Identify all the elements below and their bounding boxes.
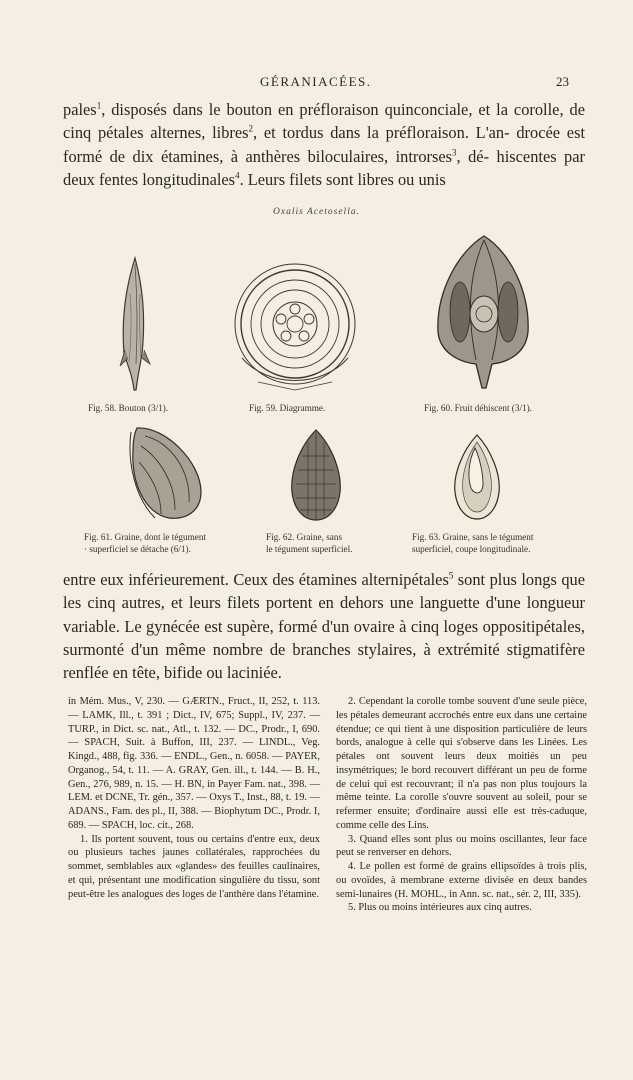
footnote-5: 5. Plus ou moins intérieures aux cinq autres. — [348, 902, 532, 914]
text-segment: , et tordus dans la préfloraison. L'an- — [253, 123, 510, 143]
text-segment: sont plus longs que les cinq autres, et leurs filets portent en dehors une languette d'une longueur variable. Le gynécée est supère, formé d'un ovaire à cinq loges oppositipétales, surmonté d'un même nombre de branches stylaires, à extrémité stigmatifère renflée en tête, bifide ou laciniée. — [63, 570, 585, 683]
caption-line: Fig. 62. Graine, sans — [266, 532, 343, 542]
caption-fig-60: Fig. 60. Fruit déhiscent (3/1). — [424, 403, 532, 413]
footnote-4: 4. Le pollen est formé de grains ellipsoïdes à trois plis, ou ovoïdes, à membrane externe divisée en deux bandes semi-lunaires (H. MOHL., in Ann. sc. nat., sér. 2, III, 335). — [336, 861, 587, 900]
dehiscent-fruit-illustration — [430, 232, 538, 390]
seed-without-tegument-illustration — [288, 426, 344, 522]
text-segment: , dé- — [456, 146, 490, 166]
caption-fig-62 — [266, 531, 352, 555]
footnote-ref: 3 — [452, 147, 457, 158]
footnotes-left-column — [68, 695, 320, 901]
caption-line: le tégument superficiel. — [266, 544, 353, 554]
footnote-1: 1. Ils portent souvent, tous ou certains d'entre eux, deux ou plusieurs taches jaunes collatérales, rapprochées du sommet, semblables aux «glandes» des feuilles caulinaires, et qui, présentant une modification singulière du tissu, sont peut-être les analogues des loges de l'anthère dans l'étamine. — [68, 833, 320, 900]
footnotes-right-column — [336, 695, 587, 915]
footnote-ref: 2 — [248, 123, 254, 134]
seed-with-tegument-illustration — [125, 422, 207, 522]
footnote-3: 3. Quand elles sont plus ou moins oscillantes, leur face peut se renverser en dehors. — [336, 833, 587, 859]
text-segment: , disposés dans le bouton en préfloraison quinconciale, et la corolle, — [101, 100, 564, 119]
footnote-ref: 1 — [96, 100, 102, 111]
caption-line: Fig. 63. Graine, sans le tégument — [412, 532, 534, 542]
running-title: GÉRANIACÉES. — [260, 74, 372, 89]
floral-diagram-illustration — [228, 258, 363, 393]
footnote-ref: 5 — [448, 570, 454, 581]
caption-fig-61 — [84, 531, 206, 555]
seed-longitudinal-section-illustration — [449, 432, 505, 522]
text-segment: . Leurs filets sont libres ou unis — [239, 169, 446, 189]
caption-line: Fig. 61. Graine, dont le tégument — [84, 532, 206, 542]
bibliographic-reference: in Mém. Mus., V, 230. — GÆRTN., Fruct., II, 252, t. 113. — LAMK, Ill., t. 391 ; Dict., IV, 675; Suppl., IV, 237. — TURP., in Dict. sc. nat., Atl., t. 132. — DC., Prodr., I, 690. — SPACH, Suit. à Buffon, III, 237. — LINDL., Veg. Kingd., 488, fig. 336. — ENDL., Gen., n. 6058. — PAYER, Organog., 54, t. 11. — A. GRAY, Gen. ill., t. 144. — B. H., Gen., 276, 989, n. 15. — H. BN, in Payer Fam. nat., 398. — LEM. et DCNE, Tr. gén., 357. — Oxys T., Inst., 88, t. 19. — ADANS., Fam. des pl., II, 388. — Biophytum DC., Prodr. I, 689. — SPACH, loc. cit., 268. — [68, 696, 320, 831]
caption-line: superficiel, coupe longitudinale. — [412, 544, 531, 554]
bud-illustration — [112, 254, 158, 394]
text-segment: drocée est formé de dix étamines, à anthères biloculaires, introrses — [63, 123, 586, 166]
plate-title: Oxalis Acetosella. — [273, 207, 360, 217]
caption-fig-63 — [412, 531, 533, 555]
text-segment: entre eux inférieurement. Ceux des étamines alternipétales — [63, 570, 449, 589]
text-segment: hiscentes par deux fentes longitudinales — [63, 146, 585, 189]
caption-fig-58: Fig. 58. Bouton (3/1). — [88, 403, 169, 413]
body-paragraph-top — [63, 98, 585, 191]
footnote-2: 2. Cependant la corolle tombe souvent d'une seule pièce, les pétales demeurant accrochés entre eux dans une certaine étendue; ce qui tient à une disposition particulière de leurs bords, analogue à celle qui s'observe dans les Linées. Les pétales ont souvent leurs deux moitiés un peu insymétriques; le bord recouvert différant un peu de forme de celui qui est recouvrant; il n'a pas non plus toujours la même teinte. La corolle s'ouvre souvent au soleil, pour se refermer ensuite; d'ordinaire aussi elle est très-caduque, comme celle des Lins. — [336, 696, 587, 831]
caption-fig-59: Fig. 59. Diagramme. — [249, 403, 326, 413]
page-number: 23 — [556, 74, 569, 89]
running-header — [0, 74, 633, 94]
caption-line: · superficiel se détache (6/1). — [84, 544, 191, 554]
text-segment: de cinq pétales alternes, libres — [63, 100, 585, 143]
footnote-ref: 4 — [235, 170, 240, 181]
text-segment: pales — [63, 100, 97, 119]
body-paragraph-middle — [63, 568, 585, 684]
